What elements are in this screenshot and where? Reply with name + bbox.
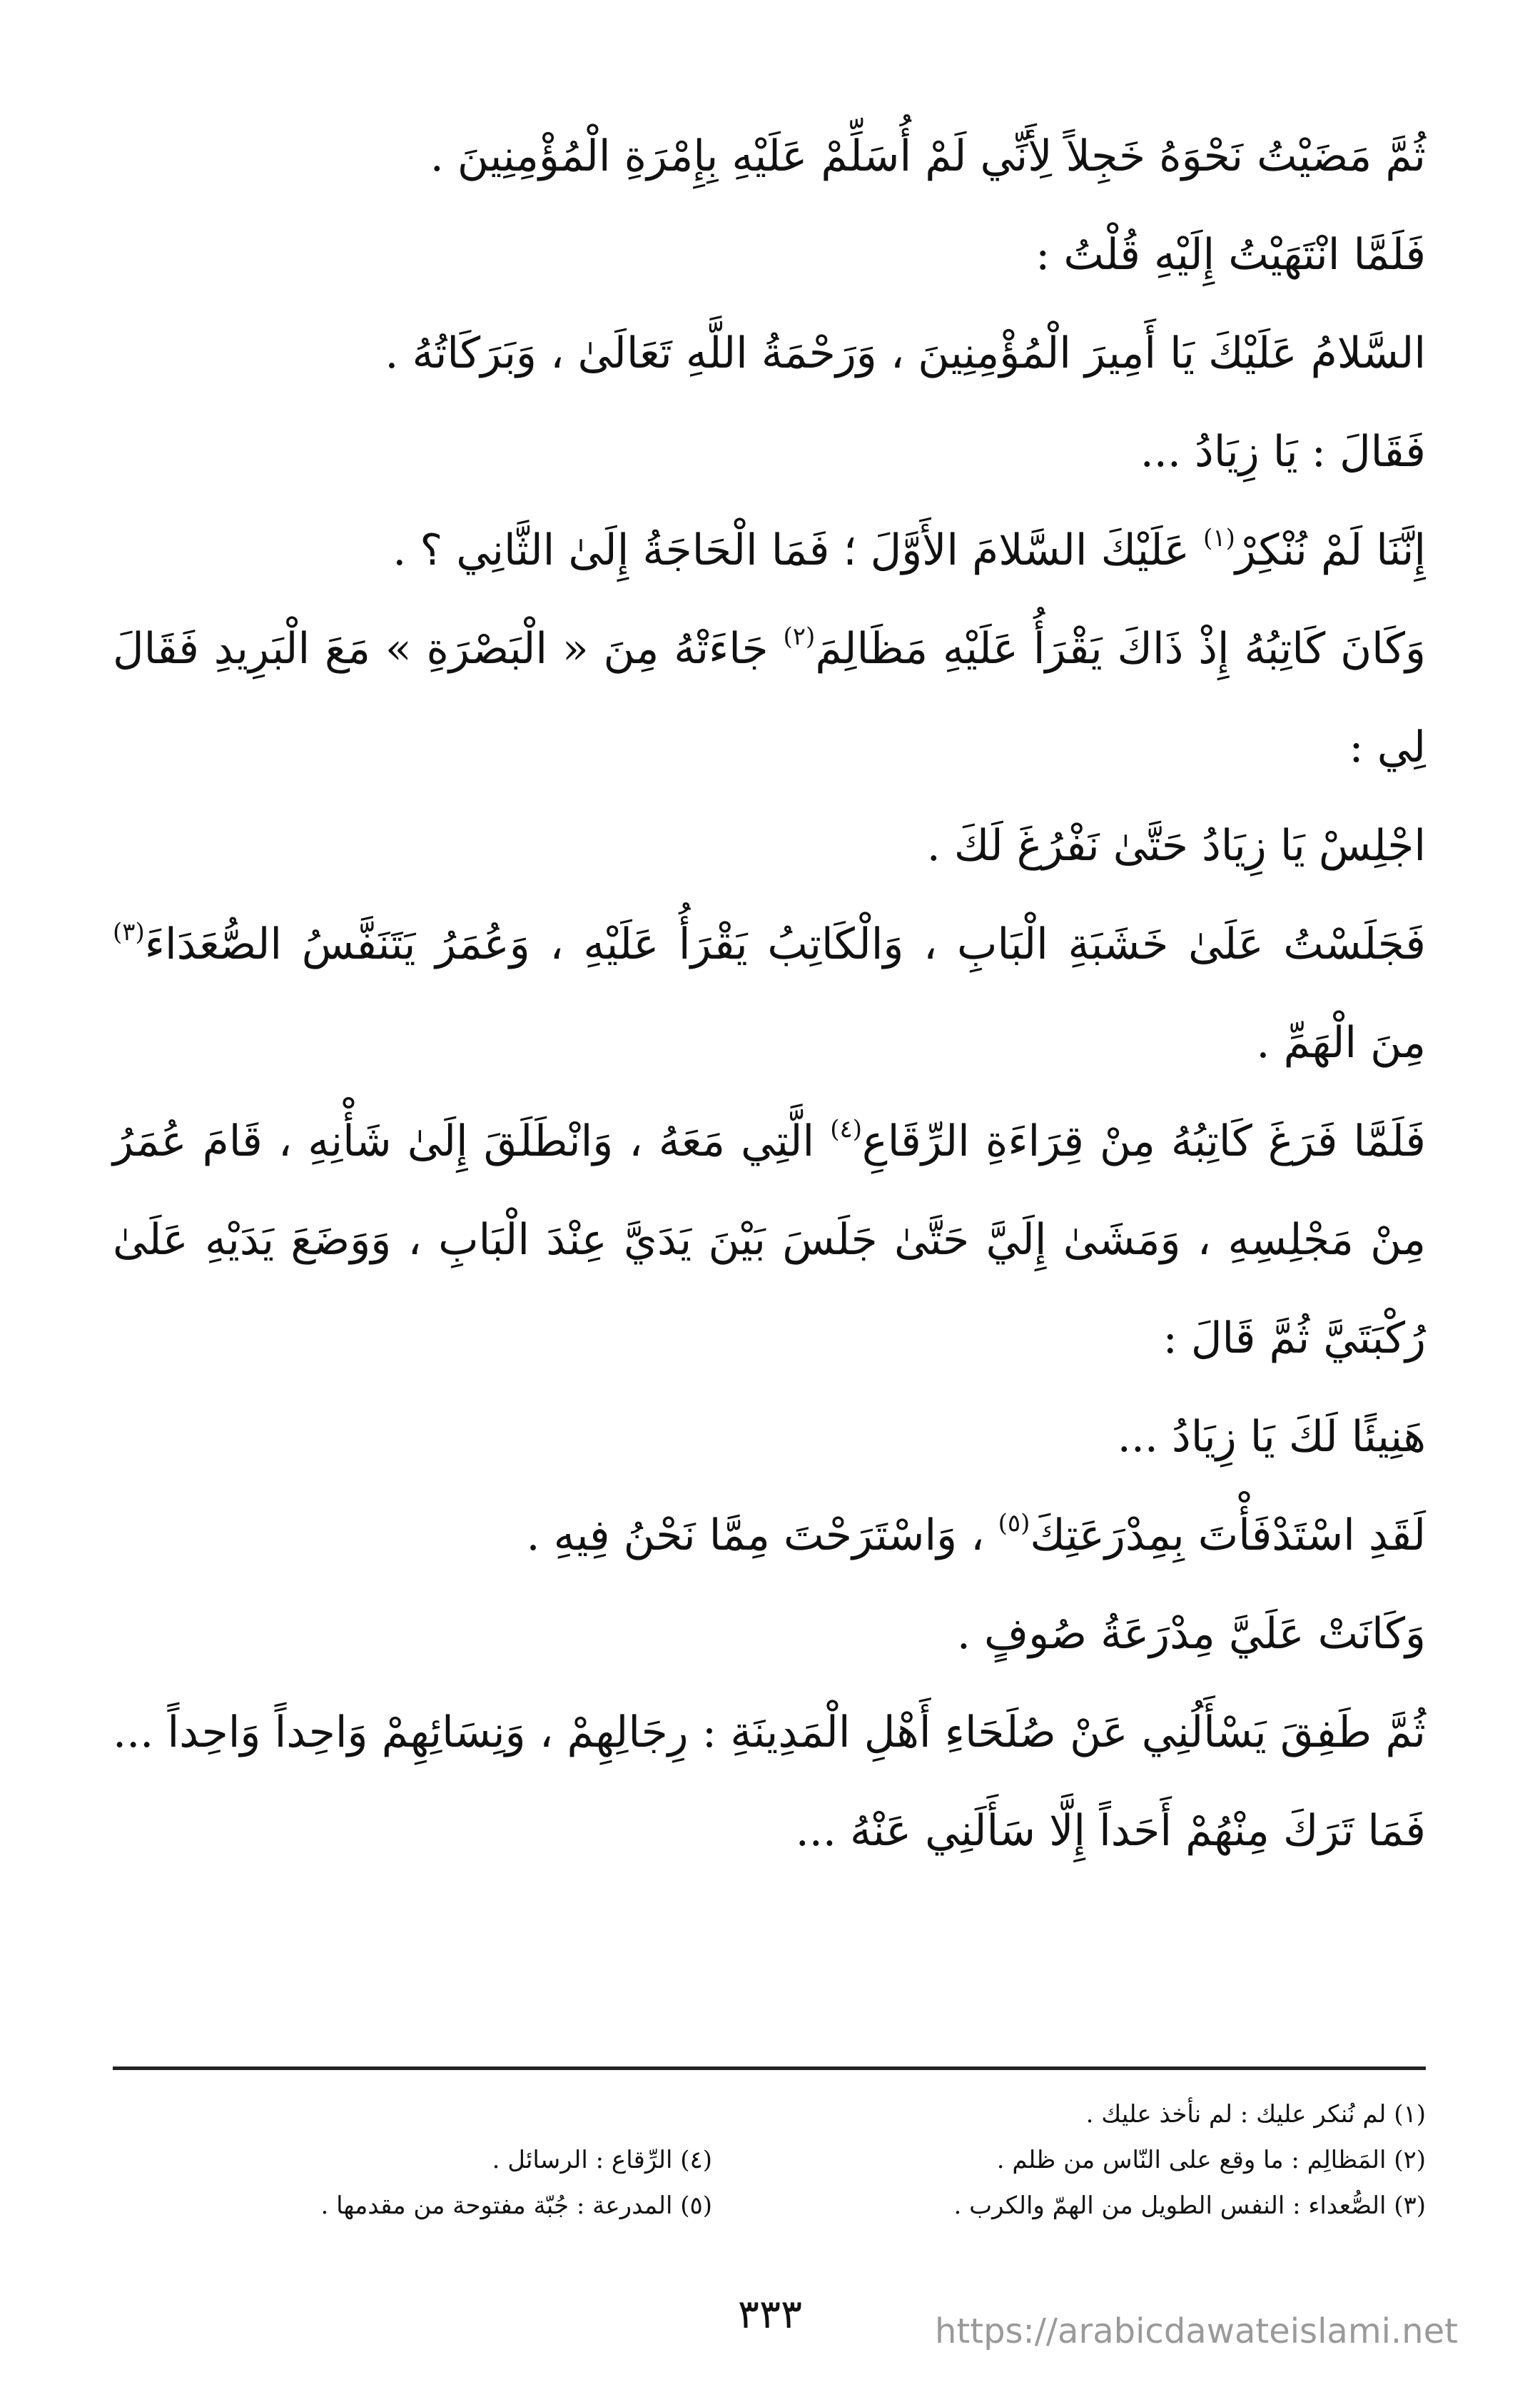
paragraph-13: ثُمَّ طَفِقَ يَسْأَلُنِي عَنْ صُلَحَاءِ أَهْلِ الْمَدِينَةِ : رِجَالِهِمْ ، وَنِسَائِهِمْ وَاحِداً وَاحِداً ... فَمَا تَرَكَ مِنْهُمْ أَحَداً إِلَّا سَأَلَنِي عَنْهُ ...: [113, 1707, 1426, 1856]
footnote-3: (٣) الصُّعداء : النفس الطويل من الهمّ والكرب .: [953, 2191, 1426, 2220]
footnote-row-2: [113, 2137, 1426, 2183]
paragraph-11: لَقَدِ اسْتَدْفَأْتَ بِمِدْرَعَتِكَ$^{(٥)}$ ، وَاسْتَرَحْتَ مِمَّا نَحْنُ فِيهِ .: [526, 1509, 1426, 1560]
footnote-ref-4[interactable]: (٤): [830, 1115, 862, 1144]
footnote-5: (٥) المدرعة : جُبّة مفتوحة من مقدمها .: [320, 2191, 712, 2220]
footnote-row-3: [113, 2183, 1426, 2229]
footnote-ref-3[interactable]: (٣): [113, 918, 145, 947]
footnote-ref-1[interactable]: (١): [1203, 524, 1235, 552]
paragraph-7: اجْلِسْ يَا زِيَادُ حَتَّىٰ نَفْرُغَ لَكَ .: [926, 821, 1426, 871]
footnotes: [113, 2091, 1426, 2229]
paragraph-10: هَنِيئًا لَكَ يَا زِيَادُ ...: [1117, 1412, 1426, 1462]
paragraph-5: إِنَّنَا لَمْ نُنْكِرْ$^{(١)}$ عَلَيْكَ السَّلامَ الأَوَّلَ ؛ فَمَا الْحَاجَةُ إِلَىٰ الثَّانِي ؟ .: [392, 524, 1426, 575]
paragraph-2: فَلَمَّا انْتَهَيْتُ إِلَيْهِ قُلْتُ :: [1035, 230, 1426, 280]
watermark-url: https://arabicdawateislami.net: [935, 2311, 1458, 2351]
footnote-1: (١) لم نُنكر عليك : لم نأخذ عليك .: [1085, 2100, 1426, 2129]
paragraph-1: ثُمَّ مَضَيْتُ نَحْوَهُ خَجِلاً لِأَنِّي لَمْ أُسَلِّمْ عَلَيْهِ بِإِمْرَةِ الْمُؤْمِنِينَ .: [430, 131, 1426, 181]
footnote-4: (٤) الرِّقاع : الرسائل .: [492, 2146, 712, 2174]
page-number: ٣٣٣: [737, 2291, 803, 2338]
footnote-divider: [113, 2066, 1426, 2070]
paragraph-3: السَّلامُ عَلَيْكَ يَا أَمِيرَ الْمُؤْمِنِينَ ، وَرَحْمَةُ اللَّهِ تَعَالَىٰ ، وَبَرَكَاتُهُ .: [385, 328, 1426, 378]
paragraph-4: فَقَالَ : يَا زِيَادُ ...: [1140, 427, 1426, 477]
paragraph-8: فَجَلَسْتُ عَلَىٰ خَشَبَةِ الْبَابِ ، وَالْكَاتِبُ يَقْرَأُ عَلَيْهِ ، وَعُمَرُ يَتَنَفَّسُ الصُّعَدَاءَ$^{(٣)}$ مِنَ الْهَمِّ .: [113, 918, 1426, 1068]
paragraph-9: فَلَمَّا فَرَغَ كَاتِبُهُ مِنْ قِرَاءَةِ الرِّقَاعِ$^{(٤)}$ الَّتِي مَعَهُ ، وَانْطَلَقَ إِلَىٰ شَأْنِهِ ، قَامَ عُمَرُ مِنْ مَجْلِسِهِ ، وَمَشَىٰ إِلَيَّ حَتَّىٰ جَلَسَ بَيْنَ يَدَيَّ عِنْدَ الْبَابِ ، وَوَضَعَ يَدَيْهِ عَلَىٰ رُكْبَتَيَّ ثُمَّ قَالَ :: [113, 1115, 1426, 1363]
body-text: [113, 107, 1426, 1880]
footnote-row-1: [113, 2091, 1426, 2137]
footnote-ref-5[interactable]: (٥): [998, 1509, 1030, 1538]
footnote-ref-2[interactable]: (٢): [783, 622, 816, 651]
paragraph-6: وَكَانَ كَاتِبُهُ إِذْ ذَاكَ يَقْرَأُ عَلَيْهِ مَظَالِمَ$^{(٢)}$ جَاءَتْهُ مِنَ « الْبَصْرَةِ » مَعَ الْبَرِيدِ فَقَالَ لِي :: [113, 622, 1427, 772]
footnote-2: (٢) المَظالِم : ما وقع على النّاس من ظلم .: [996, 2146, 1426, 2174]
paragraph-12: وَكَانَتْ عَلَيَّ مِدْرَعَةُ صُوفٍ .: [956, 1609, 1426, 1659]
